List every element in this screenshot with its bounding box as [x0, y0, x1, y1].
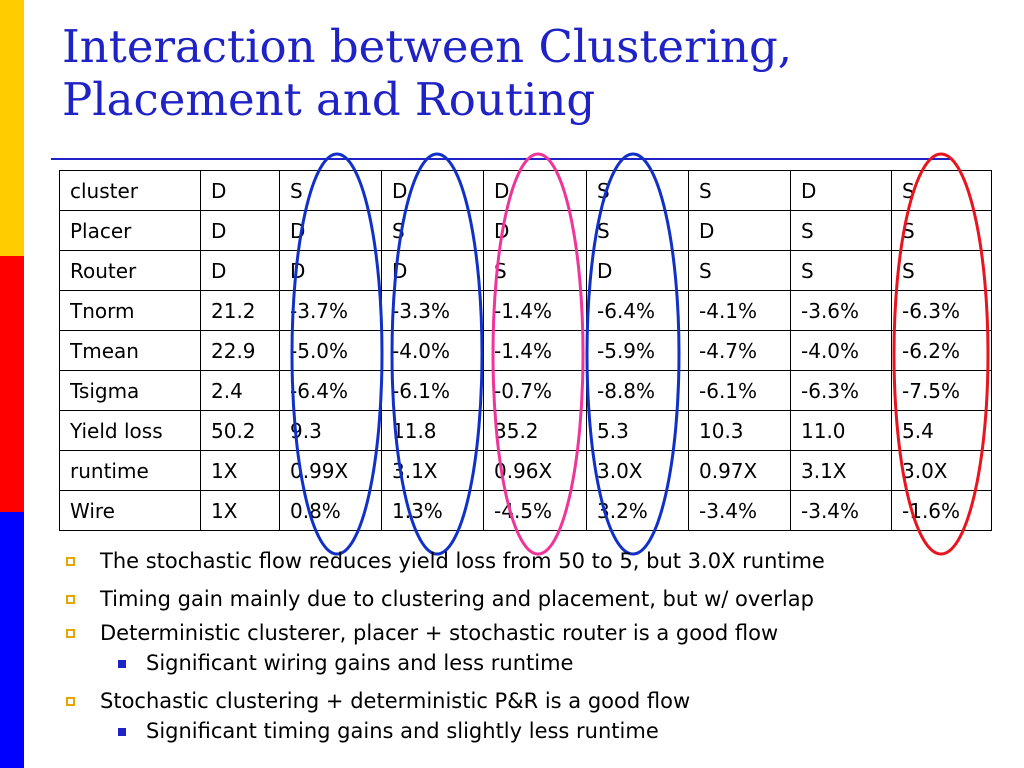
- table-cell: -1.6%: [892, 491, 992, 531]
- table-row: [60, 171, 992, 211]
- table-cell: 35.2: [484, 411, 587, 451]
- table-cell: 11.0: [791, 411, 892, 451]
- hollow-square-bullet-icon: [66, 557, 75, 566]
- filled-square-bullet-icon: [118, 728, 126, 736]
- table-cell: S: [280, 171, 382, 211]
- table-cell: S: [791, 251, 892, 291]
- table-cell: -6.4%: [587, 291, 689, 331]
- table-cell: S: [689, 251, 791, 291]
- bullet-item: [64, 620, 1014, 646]
- table-cell: D: [382, 251, 484, 291]
- bullet-list: [64, 548, 1014, 744]
- title-line-2: Placement and Routing: [62, 73, 596, 126]
- table-cell: 1X: [201, 491, 280, 531]
- table-cell: 11.8: [382, 411, 484, 451]
- title-underline: [51, 158, 951, 160]
- table-cell: S: [892, 171, 992, 211]
- table-row: [60, 251, 992, 291]
- table-cell: 3.0X: [892, 451, 992, 491]
- table-cell: 9.3: [280, 411, 382, 451]
- table-cell: -1.4%: [484, 291, 587, 331]
- sub-bullet-item: [64, 718, 1014, 744]
- row-label-cell: Tmean: [60, 331, 201, 371]
- table-cell: -6.1%: [382, 371, 484, 411]
- table-cell: 5.3: [587, 411, 689, 451]
- row-label-cell: Placer: [60, 211, 201, 251]
- bullet-text: Deterministic clusterer, placer + stochastic router is a good flow: [100, 621, 779, 645]
- table-cell: -6.3%: [791, 371, 892, 411]
- table-cell: -6.4%: [280, 371, 382, 411]
- bullet-item: [64, 688, 1014, 714]
- table-cell: D: [201, 171, 280, 211]
- table-row: [60, 491, 992, 531]
- table-cell: -6.2%: [892, 331, 992, 371]
- bullet-item: [64, 548, 1014, 574]
- table-cell: -4.7%: [689, 331, 791, 371]
- table-cell: -3.4%: [689, 491, 791, 531]
- table-cell: S: [484, 251, 587, 291]
- row-label-cell: Tnorm: [60, 291, 201, 331]
- table-row: [60, 411, 992, 451]
- table-cell: S: [689, 171, 791, 211]
- table-cell: -1.4%: [484, 331, 587, 371]
- table-cell: 0.96X: [484, 451, 587, 491]
- hollow-square-bullet-icon: [66, 629, 75, 638]
- table-cell: D: [689, 211, 791, 251]
- table-cell: -4.0%: [382, 331, 484, 371]
- table-cell: 2.4: [201, 371, 280, 411]
- table-cell: 3.1X: [382, 451, 484, 491]
- table-cell: -5.0%: [280, 331, 382, 371]
- decorative-bar-red: [0, 256, 24, 512]
- table-cell: -8.8%: [587, 371, 689, 411]
- results-table: [59, 170, 992, 531]
- table-cell: D: [587, 251, 689, 291]
- bullet-text: Stochastic clustering + deterministic P&R is a good flow: [100, 689, 691, 713]
- table-cell: D: [791, 171, 892, 211]
- table-cell: D: [484, 171, 587, 211]
- table-cell: 3.1X: [791, 451, 892, 491]
- table-cell: -6.1%: [689, 371, 791, 411]
- table-cell: -4.5%: [484, 491, 587, 531]
- slide-title: [62, 20, 1002, 126]
- row-label-cell: Tsigma: [60, 371, 201, 411]
- table-cell: 50.2: [201, 411, 280, 451]
- table-row: [60, 331, 992, 371]
- table-cell: 0.97X: [689, 451, 791, 491]
- table-cell: -0.7%: [484, 371, 587, 411]
- table-cell: S: [587, 171, 689, 211]
- table-cell: -3.4%: [791, 491, 892, 531]
- table-cell: 21.2: [201, 291, 280, 331]
- table-cell: D: [280, 251, 382, 291]
- table-cell: S: [892, 211, 992, 251]
- table-cell: D: [280, 211, 382, 251]
- table-cell: S: [382, 211, 484, 251]
- table-cell: -4.0%: [791, 331, 892, 371]
- table-row: [60, 371, 992, 411]
- table-cell: D: [382, 171, 484, 211]
- bullet-text: The stochastic flow reduces yield loss from 50 to 5, but 3.0X runtime: [100, 549, 825, 573]
- table-cell: -4.1%: [689, 291, 791, 331]
- table-cell: 3.0X: [587, 451, 689, 491]
- table-row: [60, 211, 992, 251]
- table-cell: -3.6%: [791, 291, 892, 331]
- decorative-bar-yellow: [0, 0, 24, 256]
- row-label-cell: Yield loss: [60, 411, 201, 451]
- table-cell: S: [892, 251, 992, 291]
- table-cell: D: [201, 211, 280, 251]
- table-cell: 5.4: [892, 411, 992, 451]
- table-cell: -3.7%: [280, 291, 382, 331]
- table-cell: 0.99X: [280, 451, 382, 491]
- table-cell: 22.9: [201, 331, 280, 371]
- bullet-text: Timing gain mainly due to clustering and placement, but w/ overlap: [100, 587, 814, 611]
- table-cell: 1X: [201, 451, 280, 491]
- bullet-text: Significant timing gains and slightly less runtime: [146, 719, 659, 743]
- sub-bullet-item: [64, 650, 1014, 676]
- table-cell: 1.3%: [382, 491, 484, 531]
- table-row: [60, 291, 992, 331]
- table-cell: S: [791, 211, 892, 251]
- hollow-square-bullet-icon: [66, 697, 75, 706]
- hollow-square-bullet-icon: [66, 595, 75, 604]
- table-cell: S: [587, 211, 689, 251]
- bullet-item: [64, 586, 1014, 612]
- table-cell: 0.8%: [280, 491, 382, 531]
- title-line-1: Interaction between Clustering,: [62, 20, 793, 73]
- row-label-cell: runtime: [60, 451, 201, 491]
- decorative-bar-blue: [0, 512, 24, 768]
- table-row: [60, 451, 992, 491]
- table-cell: -6.3%: [892, 291, 992, 331]
- table-cell: D: [201, 251, 280, 291]
- row-label-cell: Router: [60, 251, 201, 291]
- row-label-cell: cluster: [60, 171, 201, 211]
- table-cell: -7.5%: [892, 371, 992, 411]
- bullet-text: Significant wiring gains and less runtime: [146, 651, 574, 675]
- table-cell: 3.2%: [587, 491, 689, 531]
- filled-square-bullet-icon: [118, 660, 126, 668]
- table-cell: -3.3%: [382, 291, 484, 331]
- table-cell: -5.9%: [587, 331, 689, 371]
- table-cell: 10.3: [689, 411, 791, 451]
- row-label-cell: Wire: [60, 491, 201, 531]
- table-cell: D: [484, 211, 587, 251]
